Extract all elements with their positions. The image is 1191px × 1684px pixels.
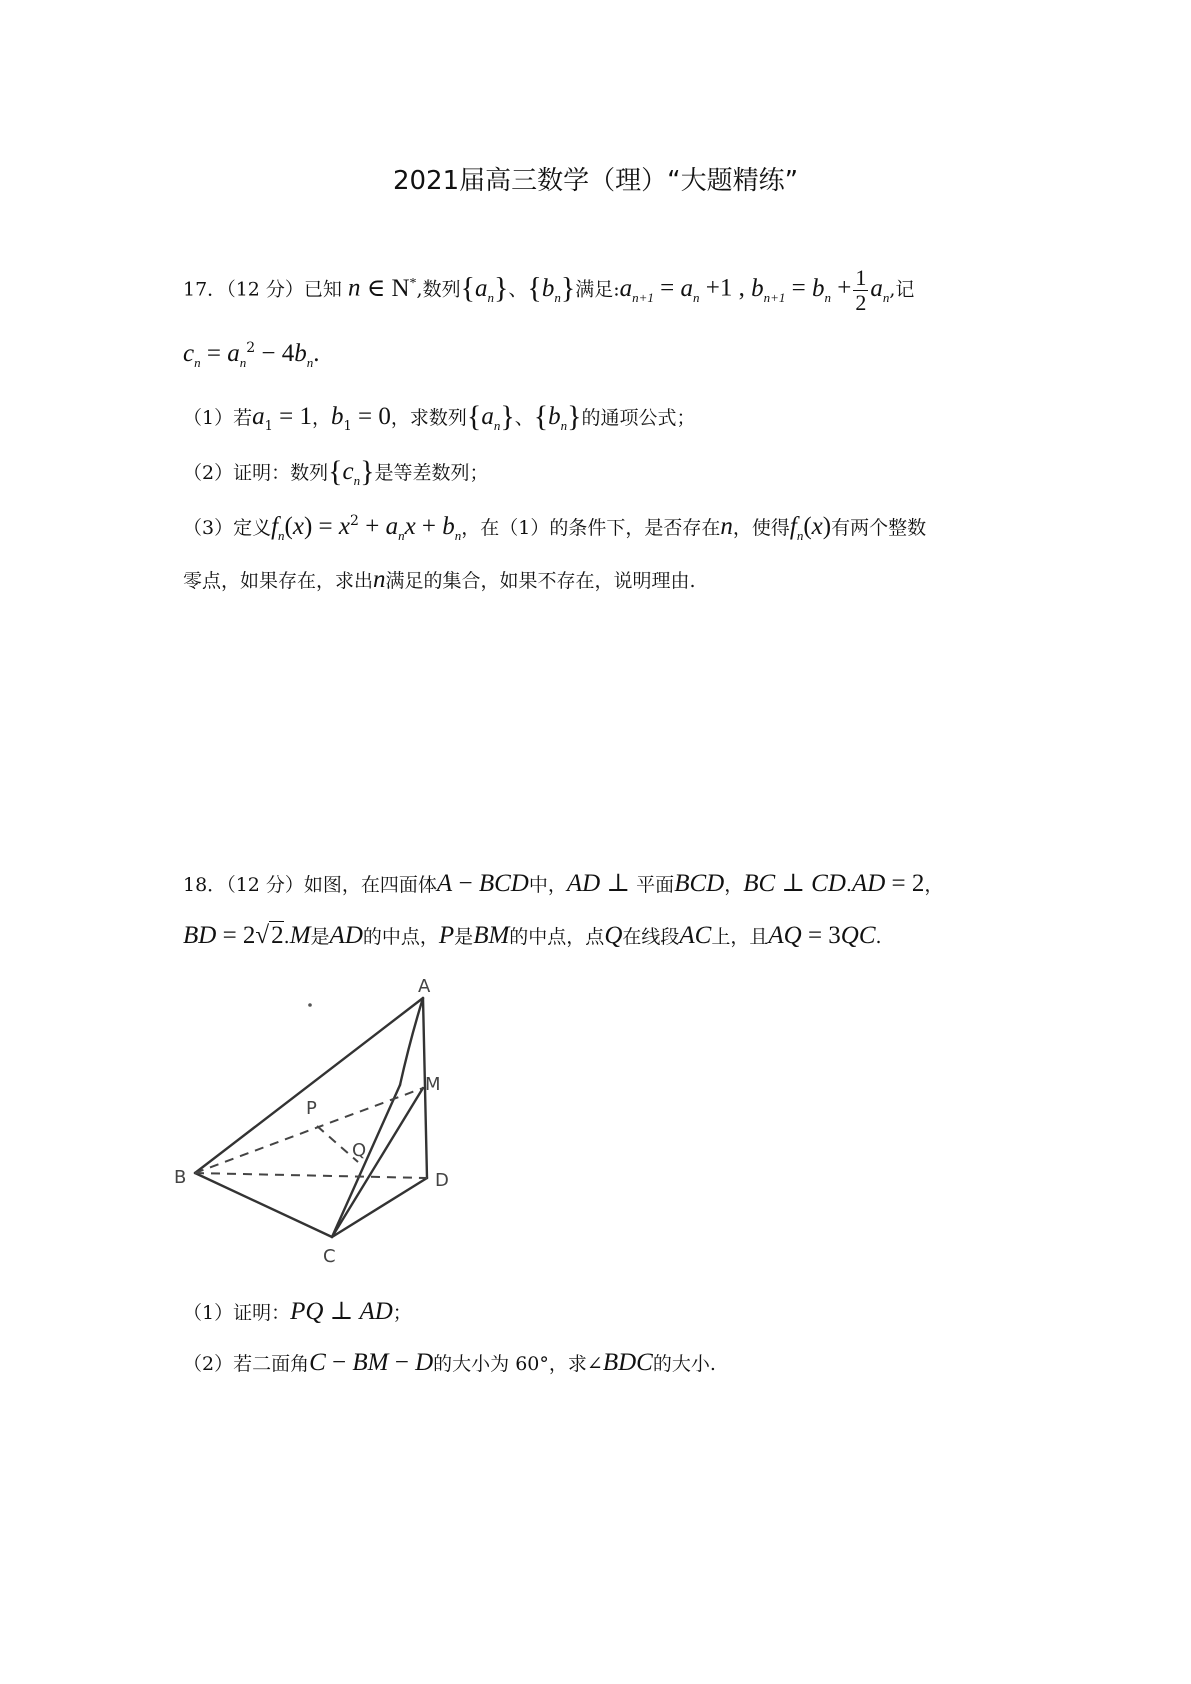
label-m: M: [425, 1074, 441, 1095]
edge-cm: [332, 1088, 423, 1237]
label-c: C: [323, 1246, 336, 1267]
problem-18-part-1: （1）证明：PQ ⊥ AD；: [183, 1298, 412, 1325]
edge-ab: [195, 998, 423, 1173]
stray-dot: [308, 1003, 312, 1007]
label-a: A: [418, 976, 431, 997]
edge-bd: [195, 1173, 427, 1178]
label-d: D: [435, 1170, 449, 1191]
problem-17-part-3: （3）定义$f_n(x) = x^2 + a_nx + b_n$，在（1）的条件下，是否存在n，使得$f_n(x)$有两个整数: [183, 513, 927, 543]
problem-17-part-3-cont: 零点，如果存在，求出n满足的集合，如果不存在，说明理由.: [183, 566, 696, 593]
problem-17-part-2: （2）证明：数列$\{c_n\}$是等差数列；: [183, 455, 489, 488]
problem-18-line-2: BD = 2√2.M是AD的中点，P是BM的中点，点Q在线段AC上，且AQ = 3QC.: [183, 922, 882, 949]
tetrahedron-drawing: [174, 976, 500, 1310]
problem-17-line-1: 17．（12 分）已知 n ∈ N*,数列$\{a_n\}$、$\{b_n\}$满足$:a_{n+1} = a_n +1$ , $b_{n+1} = b_n$ + $\frac{1}{2}$ $a_n$,记: [183, 265, 915, 315]
edge-bc: [195, 1173, 332, 1237]
label-b: B: [174, 1167, 187, 1188]
problem-17-part-1: （1）若$a_1 = 1$，$b_1 = 0$，求数列$\{a_n\}$、$\{b_n\}$的通项公式；: [183, 400, 696, 434]
problem-17-line-2: $c_n = a_n^2 - 4b_n$.: [183, 340, 320, 370]
edge-ac-upper: [400, 998, 423, 1085]
edge-ac: [332, 1085, 400, 1237]
label-p: P: [306, 1098, 317, 1119]
label-q: Q: [352, 1140, 367, 1161]
fraction-one-half: $\frac{1}{2}$: [855, 265, 867, 315]
problem-18-line-1: 18．（12 分）如图，在四面体A − BCD中，AD ⊥ 平面BCD，BC ⊥ CD.AD = 2，: [183, 870, 944, 897]
problem-18-part-2: （2）若二面角C − BM − D的大小为 60°，求∠BDC的大小.: [183, 1349, 716, 1376]
page-title: 2021届高三数学（理）“大题精练”: [392, 166, 799, 196]
